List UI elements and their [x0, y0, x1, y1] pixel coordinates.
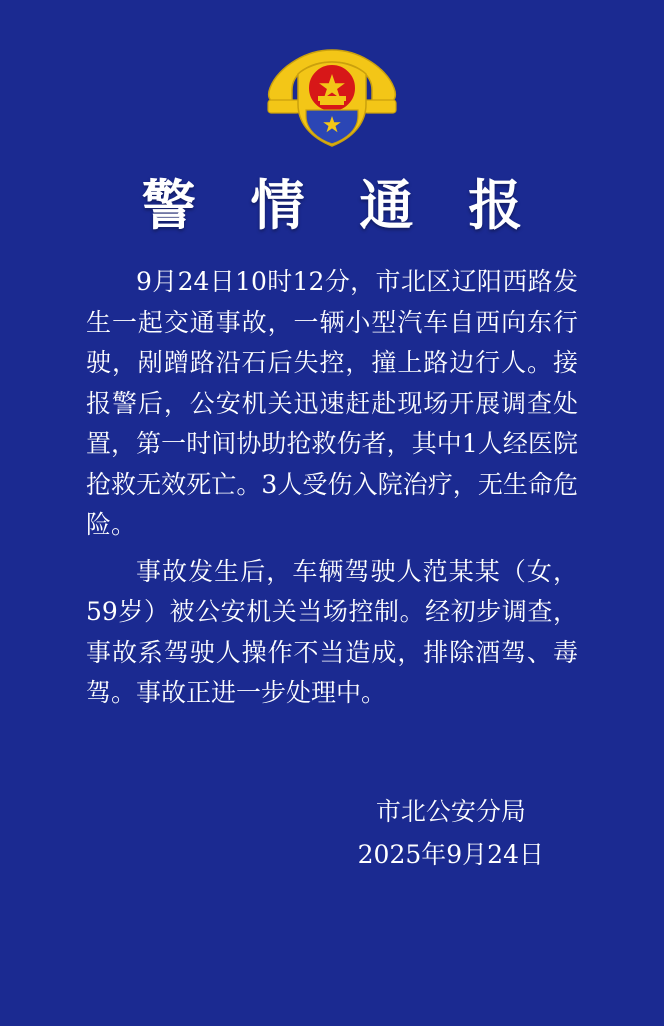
signature-issuer: 市北公安分局 [375, 797, 526, 826]
page-title: 警 情 通 报 [141, 173, 541, 237]
signature-block [358, 791, 544, 876]
notice-body [86, 262, 578, 720]
signature-date: 2025年9月24日 [357, 839, 544, 869]
notice-paragraph: 9月24日10时12分，市北区辽阳西路发生一起交通事故，一辆小型汽车自西向东行驶，剐蹭路沿石后失控，撞上路边行人。接报警后，公安机关迅速赶赴现场开展调查处置，第一时间协助抢救伤者，其中1人经医院抢救无效死亡。3人受伤入院治疗，无生命危险。 [86, 267, 578, 540]
notice-paragraph: 事故发生后，车辆驾驶人范某某（女，59岁）被公安机关当场控制。经初步调查，事故系驾驶人操作不当造成，排除酒驾、毒驾。事故正进一步处理中。 [86, 556, 578, 708]
china-police-badge-icon [262, 44, 402, 152]
